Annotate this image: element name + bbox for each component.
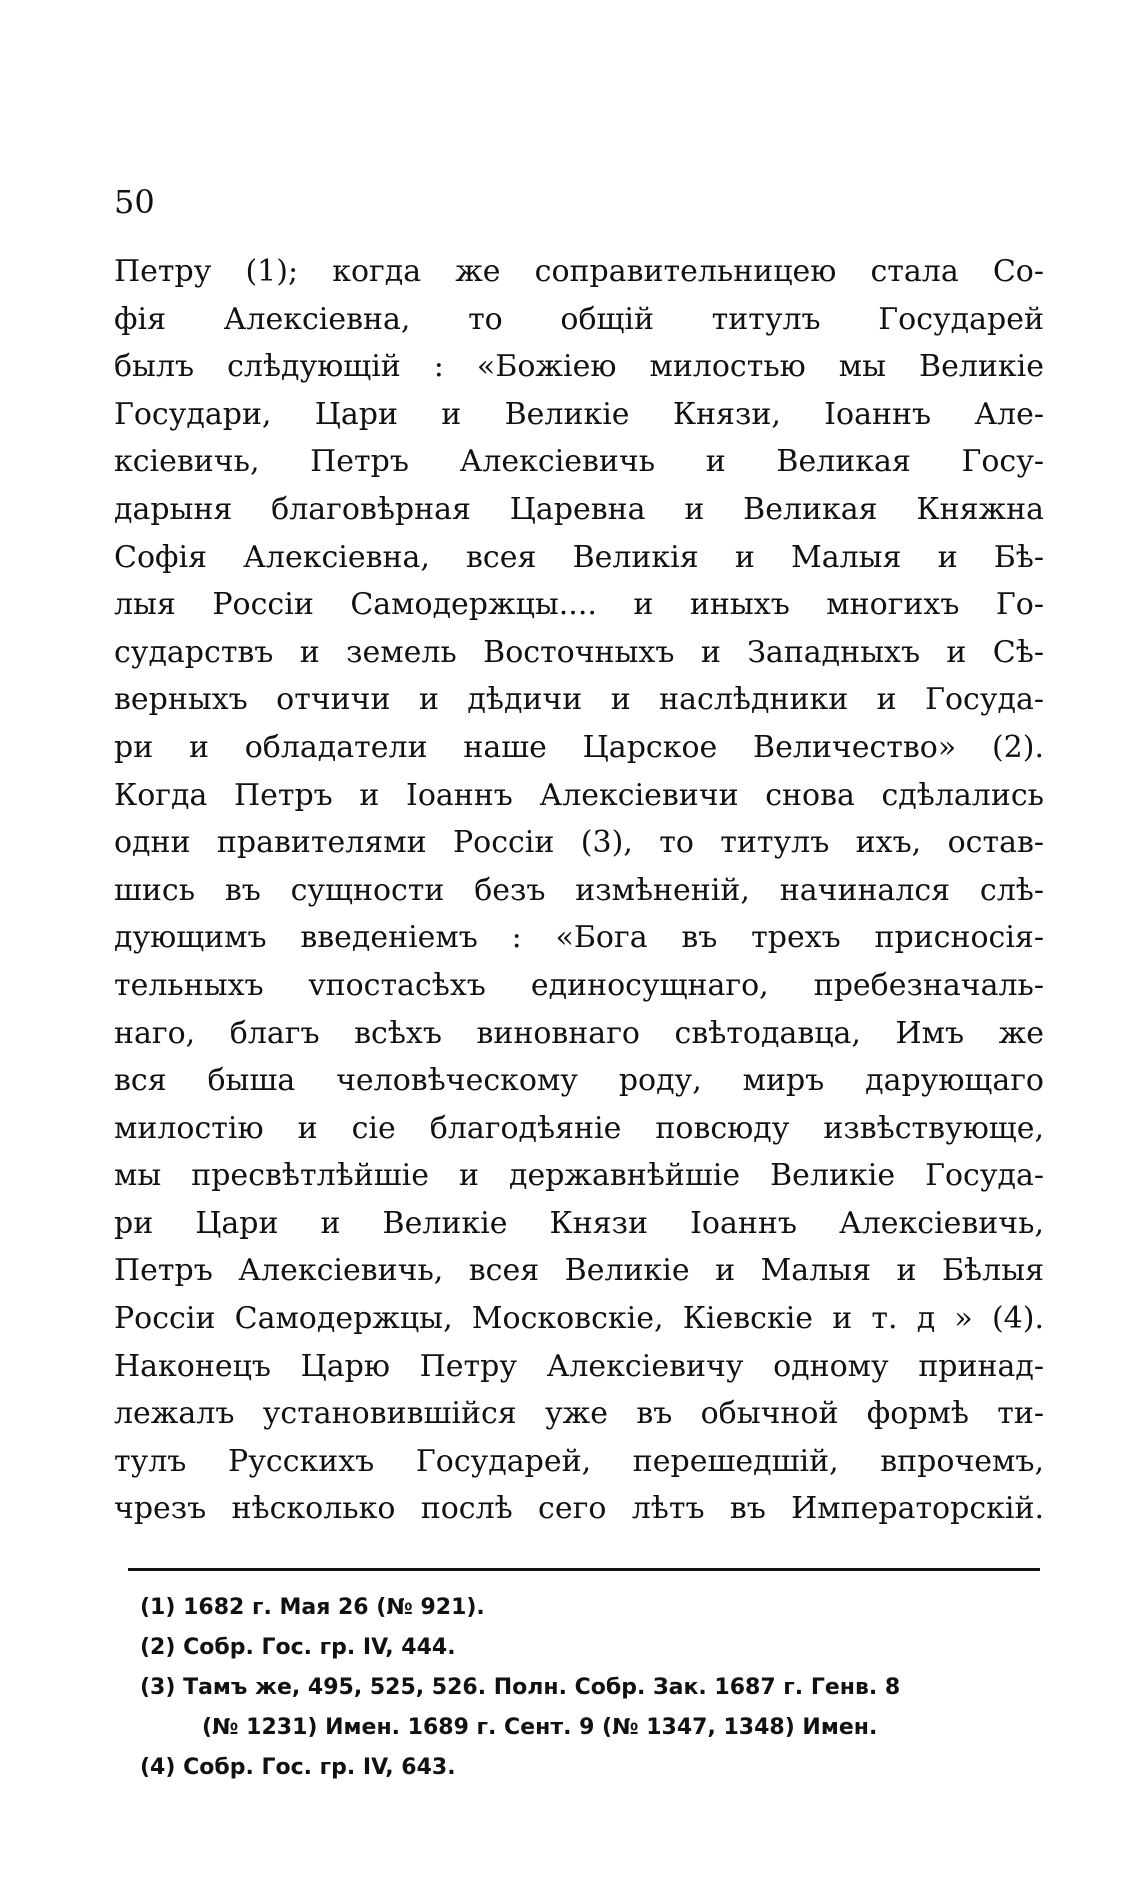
body-line: одни правителями Россіи (3), то титулъ ихъ, остав- <box>114 825 1044 861</box>
footnote-2: (2) Собр. Гос. гр. IV, 444. <box>140 1635 456 1660</box>
body-line: Петру (1); когда же соправительницею стала Со- <box>114 254 1044 289</box>
body-line: шись въ сущности безъ измѣненій, начинался слѣ- <box>114 872 1044 908</box>
body-line: лежалъ установившійся уже въ обычной формѣ ти- <box>114 1396 1044 1432</box>
body-line: вся быша человѣческому роду, миръ дарующаго <box>114 1063 1044 1099</box>
footnote-divider <box>128 1568 1040 1571</box>
body-line: лыя Россіи Самодержцы.... и иныхъ многихъ Го- <box>114 587 1044 623</box>
body-line: верныхъ отчичи и дѣдичи и наслѣдники и Госуда- <box>114 682 1044 718</box>
body-line: Россіи Самодержцы, Московскіе, Кіевскіе и т. д » (4). <box>114 1301 1044 1337</box>
body-line: ксіевичь, Петръ Алексіевичь и Великая Госу- <box>114 444 1044 480</box>
body-text <box>114 248 1044 1533</box>
footnote-3: (3) Тамъ же, 495, 525, 526. Полн. Собр. Зак. 1687 г. Генв. 8 <box>140 1675 901 1700</box>
body-line: Когда Петръ и Іоаннъ Алексіевичи снова сдѣлались <box>114 777 1044 813</box>
footnote-3-continuation: (№ 1231) Имен. 1689 г. Сент. 9 (№ 1347, 1348) Имен. <box>202 1715 878 1740</box>
body-line: дарыня благовѣрная Царевна и Великая Княжна <box>114 491 1044 527</box>
body-line: сударствъ и земель Восточныхъ и Западныхъ и Сѣ- <box>114 634 1044 670</box>
body-line: Наконецъ Царю Петру Алексіевичу одному принад- <box>114 1348 1044 1384</box>
page-number: 50 <box>114 183 155 221</box>
body-line: мы пресвѣтлѣйшіе и державнѣйшіе Великіе Госуда- <box>114 1158 1044 1194</box>
body-line: дующимъ введеніемъ : «Бога въ трехъ присносія- <box>114 920 1044 956</box>
footnotes <box>140 1588 1040 1788</box>
body-line: тулъ Русскихъ Государей, перешедшій, впрочемъ, <box>114 1443 1044 1479</box>
body-line: Софія Алексіевна, всея Великія и Малыя и Бѣ- <box>114 539 1044 575</box>
body-line: Петръ Алексіевичь, всея Великіе и Малыя и Бѣлыя <box>114 1253 1044 1289</box>
body-line: ри и обладатели наше Царское Величество» (2). <box>114 729 1044 765</box>
body-line: ри Цари и Великіе Князи Іоаннъ Алексіевичь, <box>114 1205 1044 1241</box>
footnote-1: (1) 1682 г. Мая 26 (№ 921). <box>140 1595 485 1620</box>
body-line: Государи, Цари и Великіе Князи, Іоаннъ Але- <box>114 396 1044 432</box>
footnote-4: (4) Собр. Гос. гр. IV, 643. <box>140 1755 456 1780</box>
body-line: фія Алексіевна, то общій титулъ Государей <box>114 301 1044 337</box>
body-line: милостію и сіе благодѣяніе повсюду извѣствующе, <box>114 1110 1044 1146</box>
body-line: чрезъ нѣсколько послѣ сего лѣтъ въ Императорскій. <box>114 1491 1044 1527</box>
body-line: наго, благъ всѣхъ виновнаго свѣтодавца, Имъ же <box>114 1015 1044 1051</box>
body-line: былъ слѣдующій : «Божіею милостью мы Великіе <box>114 349 1044 385</box>
body-line: тельныхъ vпостасѣхъ единосущнаго, пребезначаль- <box>114 967 1044 1003</box>
